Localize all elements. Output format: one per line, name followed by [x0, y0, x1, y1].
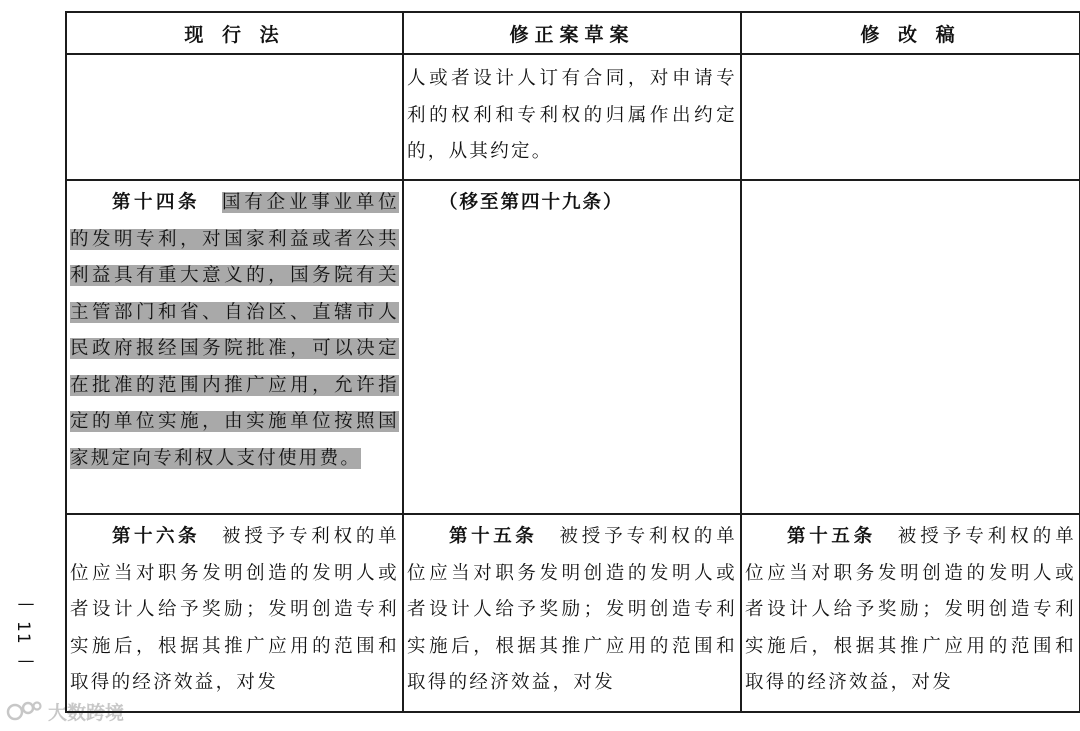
- table-row: [66, 514, 1080, 712]
- row2-revised-cell: [741, 180, 1080, 514]
- row1-draft-text: 人或者设计人订有合同，对申请专利的权利和专利权的归属作出约定的，从其约定。: [407, 68, 737, 162]
- row3-current-cell: [66, 514, 403, 712]
- row1-revised-cell: [741, 54, 1080, 180]
- table-row: [66, 180, 1080, 514]
- article-number: 第十五条: [449, 526, 538, 547]
- header-current-law: 现 行 法: [66, 12, 403, 54]
- header-draft-amendment: 修正案草案: [403, 12, 741, 54]
- watermark-logo-icon: [6, 698, 44, 724]
- article-number: 第十四条: [112, 192, 201, 213]
- article-text: 被授予专利权的单位应当对职务发明创造的发明人或者设计人给予奖励；发明创造专利实施后，根据其推广应用的范围和取得的经济效益，对发: [745, 526, 1076, 693]
- row1-draft-cell: [403, 54, 741, 180]
- row2-draft-cell: [403, 180, 741, 514]
- row1-current-cell: [66, 54, 403, 180]
- comparison-table: [65, 11, 1080, 713]
- highlighted-deleted-text: 国有企业事业单位的发明专利，对国家利益或者公共利益具有重大意义的，国务院有关主管部门和省、自治区、直辖市人民政府报经国务院批准，可以决定在批准的范围内推广应用，允许指定的单位实施，由实施单位按照国家规定向专利权人支付使用费。: [70, 192, 399, 469]
- header-row: [66, 12, 1080, 54]
- page-dash-bottom: —: [17, 650, 35, 671]
- page-number: [14, 596, 38, 670]
- header-revised-draft: 修 改 稿: [741, 12, 1080, 54]
- row2-current-cell: [66, 180, 403, 514]
- article-number: 第十六条: [112, 526, 201, 547]
- row3-draft-cell: [403, 514, 741, 712]
- moved-note: （移至第四十九条）: [439, 192, 624, 213]
- page-dash-top: —: [17, 594, 35, 614]
- article-number: 第十五条: [787, 526, 876, 547]
- watermark-text: 大数跨境: [48, 701, 125, 724]
- row3-revised-cell: [741, 514, 1080, 712]
- table-row: [66, 54, 1080, 180]
- page-number-digits: 11: [13, 621, 33, 645]
- article-text: 被授予专利权的单位应当对职务发明创造的发明人或者设计人给予奖励；发明创造专利实施后，根据其推广应用的范围和取得的经济效益，对发: [407, 526, 737, 693]
- article-text: 被授予专利权的单位应当对职务发明创造的发明人或者设计人给予奖励；发明创造专利实施后，根据其推广应用的范围和取得的经济效益，对发: [70, 526, 399, 693]
